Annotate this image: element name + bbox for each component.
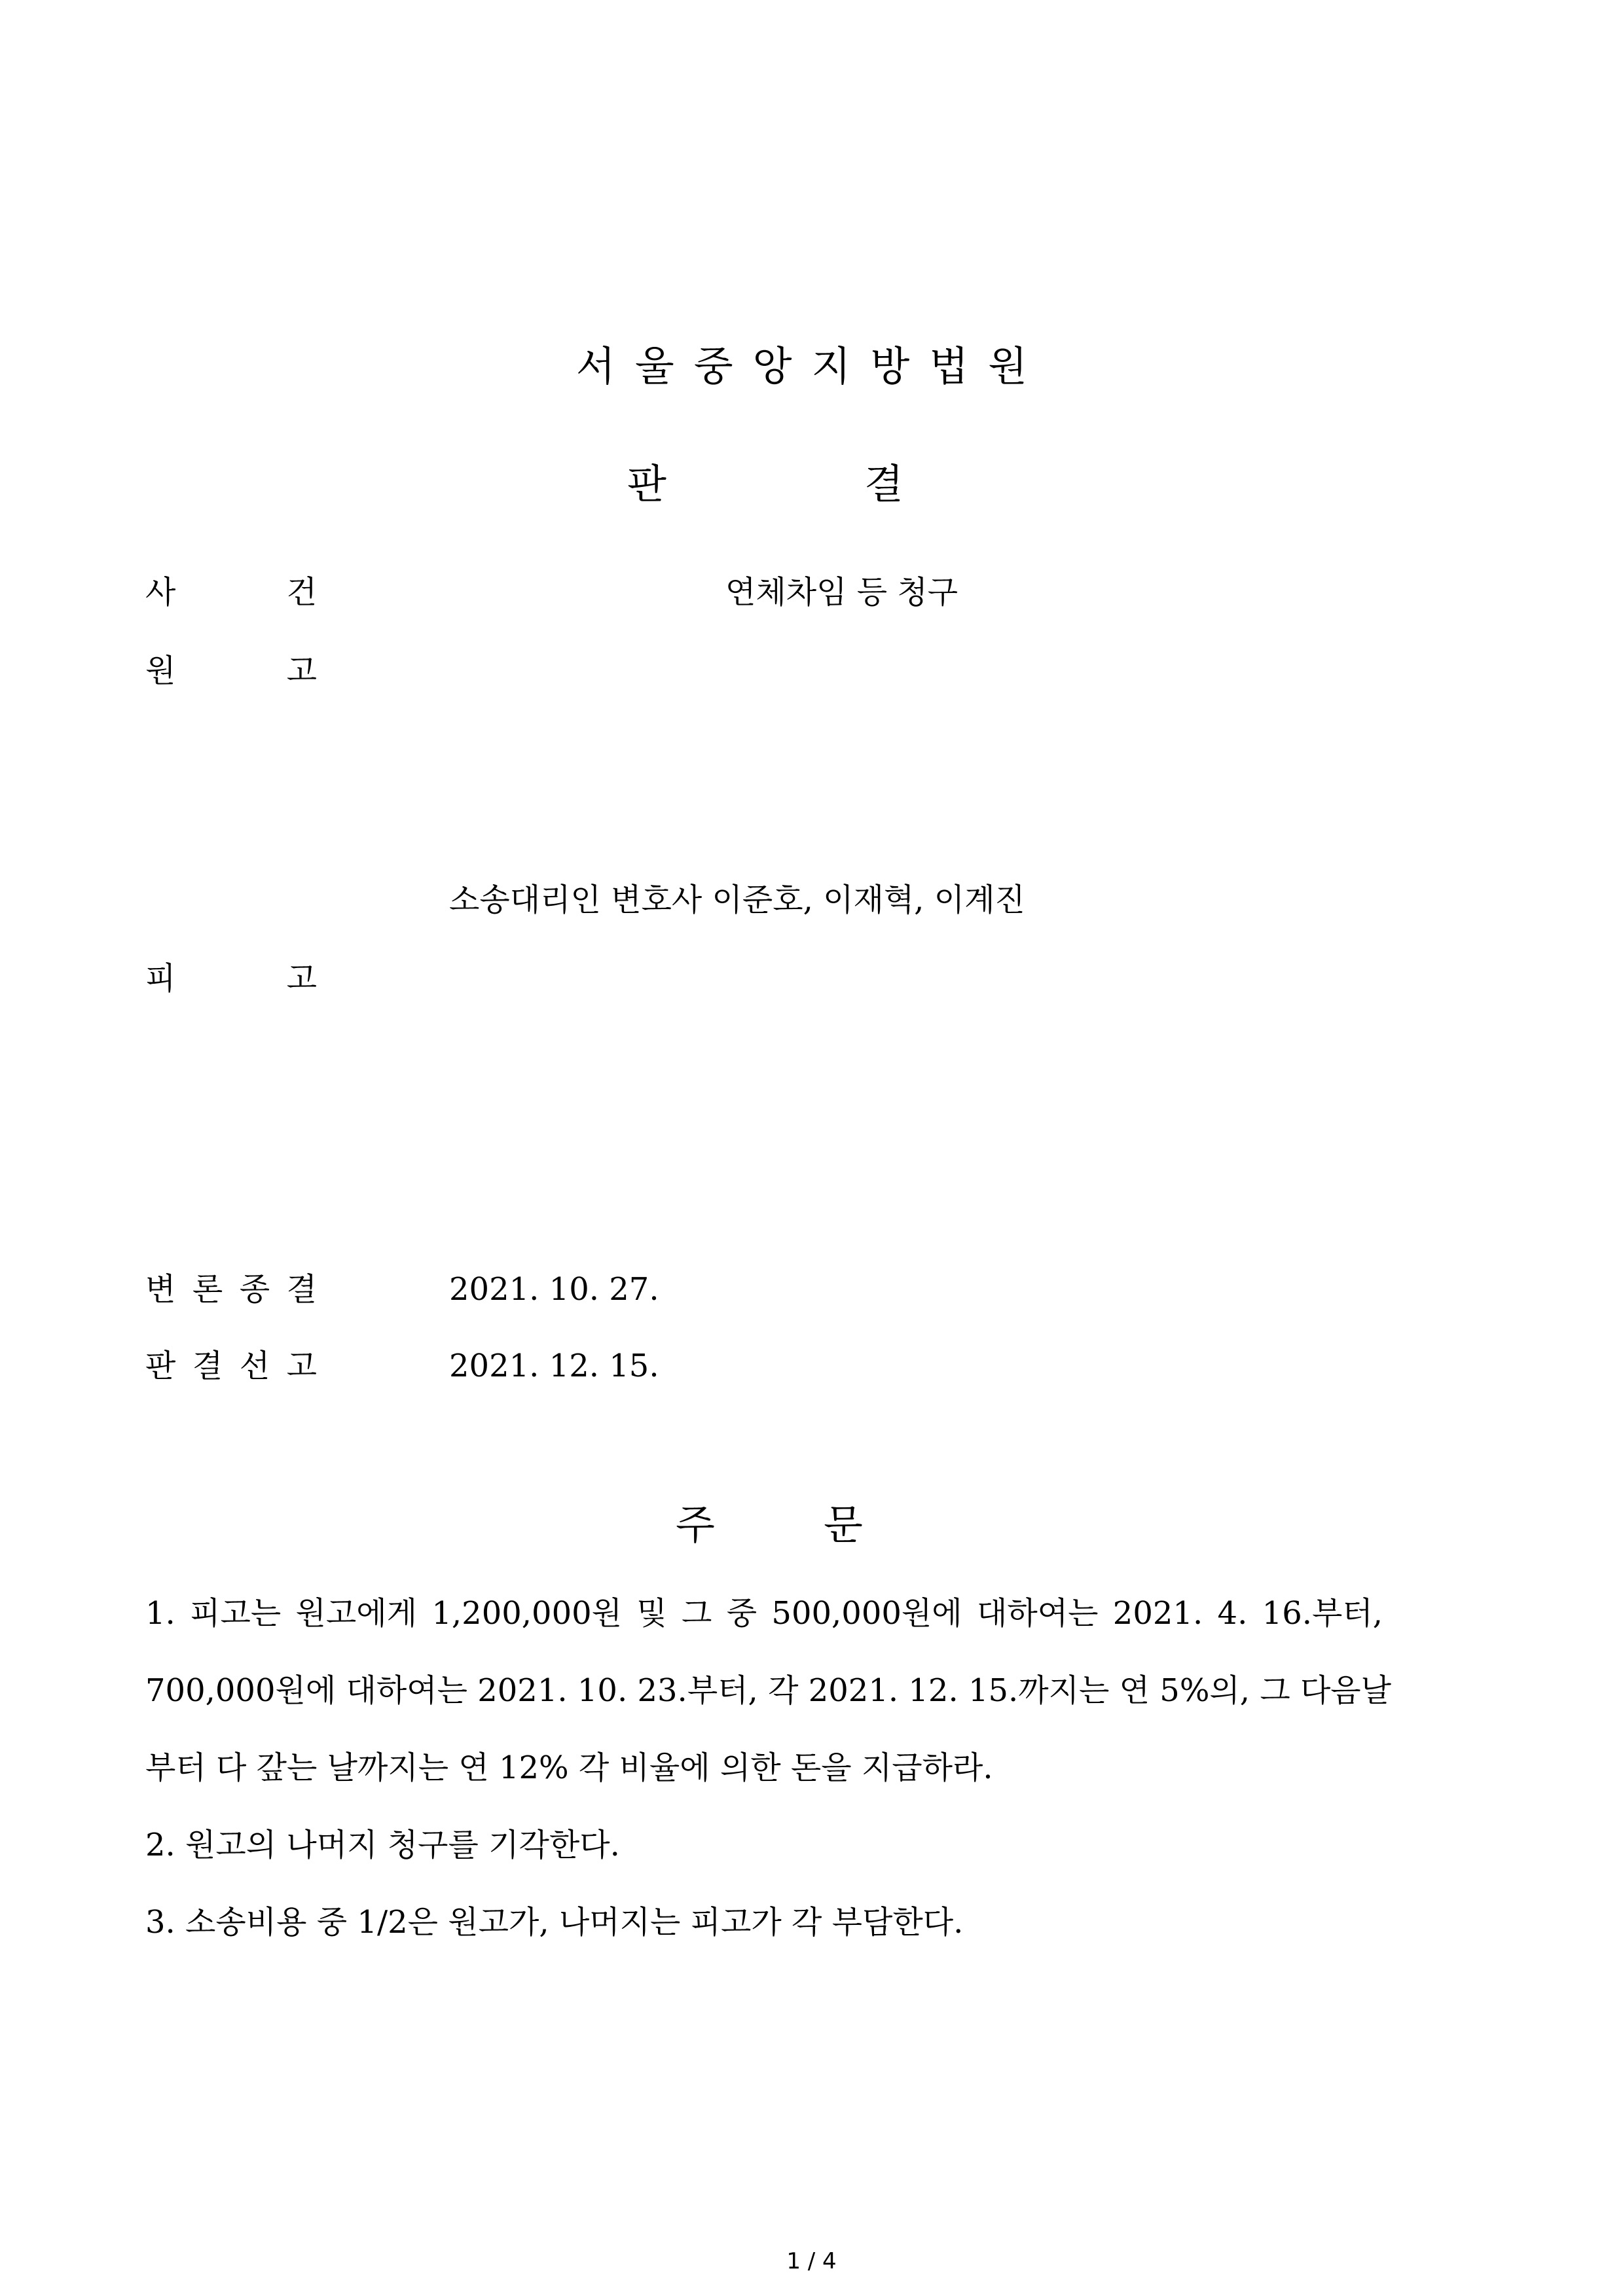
case-value: 연체차임 등 청구 — [725, 574, 958, 611]
sentence-date-label-char: 결 — [192, 1348, 223, 1384]
defendant-label-char: 피 — [145, 960, 176, 997]
sentence-date-label-char: 고 — [286, 1348, 317, 1384]
argument-closed-label-char: 론 — [192, 1271, 223, 1308]
argument-closed-label — [145, 1266, 317, 1312]
case-label-char: 건 — [286, 574, 317, 611]
plaintiff-representative: 소송대리인 변호사 이준호, 이재혁, 이계진 — [449, 882, 1025, 918]
judgment-heading-char-2: 문 — [824, 1501, 863, 1549]
page-indicator: 1 / 4 — [786, 2248, 837, 2274]
sentence-date: 2021. 12. 15. — [449, 1348, 659, 1384]
sentence-date-label-char: 선 — [239, 1348, 270, 1384]
court-name: 서울중앙지방법원 — [575, 342, 1048, 390]
plaintiff-label-char: 원 — [145, 653, 176, 689]
plaintiff-label-char: 고 — [286, 653, 317, 689]
plaintiff-label — [145, 648, 317, 694]
argument-closed-label-char: 결 — [286, 1271, 317, 1308]
doc-type-char-2: 결 — [864, 460, 903, 508]
case-label — [145, 569, 317, 615]
sentence-date-label-char: 판 — [145, 1348, 176, 1384]
defendant-label — [145, 956, 317, 1001]
judgment-line-5: 3. 소송비용 중 1/2은 원고가, 나머지는 피고가 각 부담한다. — [145, 1904, 964, 1941]
argument-closed-date: 2021. 10. 27. — [449, 1271, 659, 1308]
argument-closed-label-char: 종 — [239, 1271, 270, 1308]
sentence-date-label — [145, 1343, 317, 1389]
judgment-line-4: 2. 원고의 나머지 청구를 기각한다. — [145, 1827, 620, 1863]
judgment-heading-char-1: 주 — [676, 1501, 715, 1549]
defendant-label-char: 고 — [286, 960, 317, 997]
judgment-line-2: 700,000원에 대하여는 2021. 10. 23.부터, 각 2021. 12. 15.까지는 연 5%의, 그 다음날 — [145, 1672, 1392, 1709]
case-label-char: 사 — [145, 574, 176, 611]
judgment-line-1: 1. 피고는 원고에게 1,200,000원 및 그 중 500,000원에 대하여는 2021. 4. 16.부터, — [145, 1595, 1383, 1632]
doc-type-char-1: 판 — [627, 460, 666, 508]
argument-closed-label-char: 변 — [145, 1271, 176, 1308]
judgment-line-3: 부터 다 갚는 날까지는 연 12% 각 비율에 의한 돈을 지급하라. — [145, 1749, 993, 1786]
